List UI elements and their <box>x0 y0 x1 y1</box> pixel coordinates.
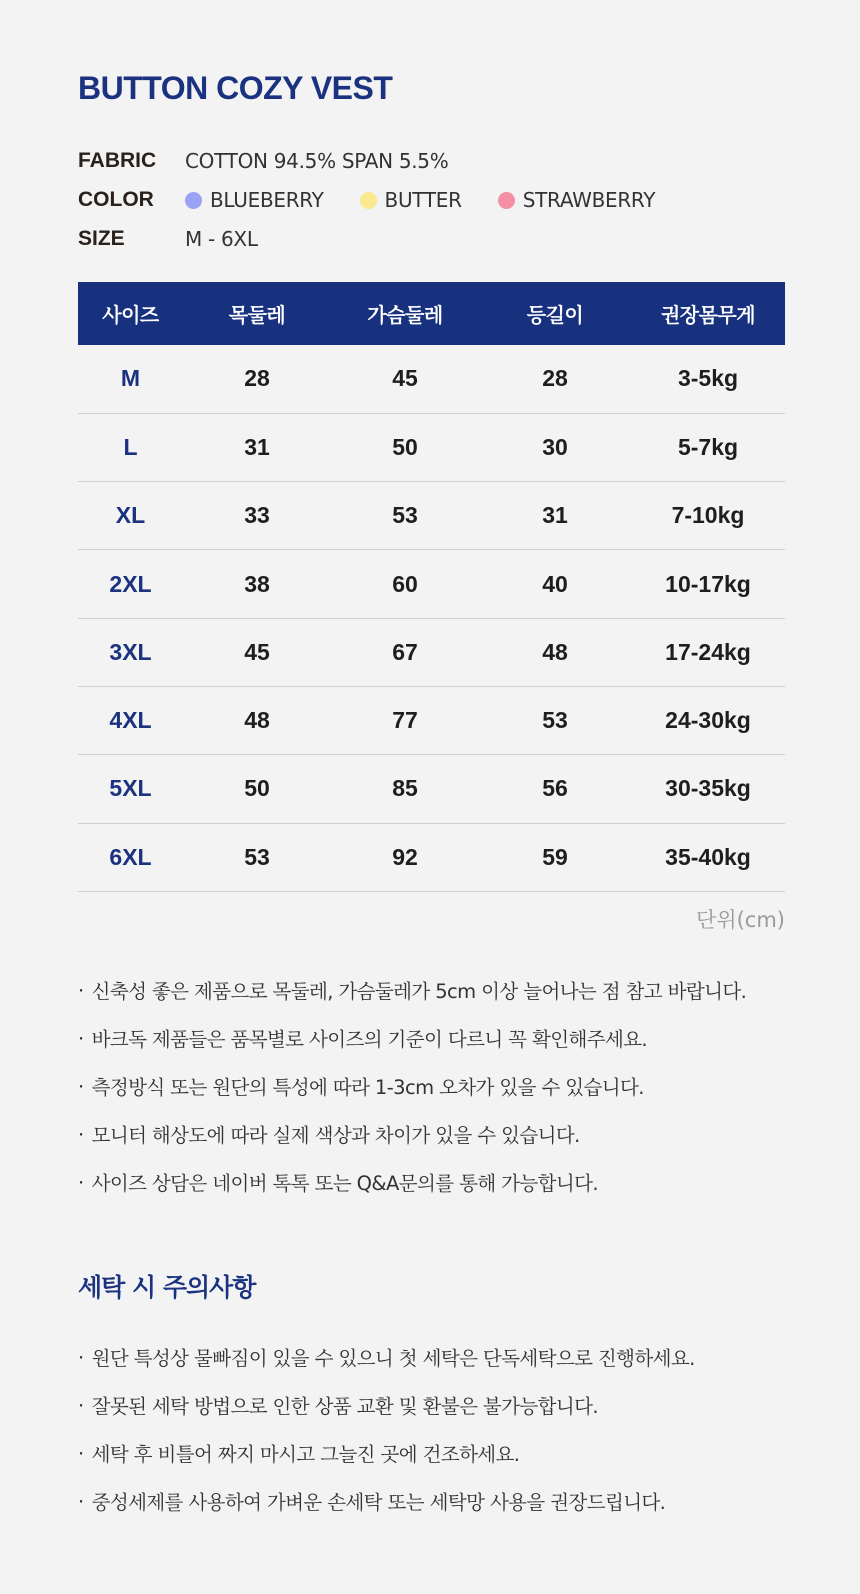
list-item <box>78 1477 695 1525</box>
list-item <box>78 1014 746 1062</box>
weight-cell: 5-7kg <box>677 433 739 460</box>
bullet: · <box>78 1489 84 1513</box>
size-label: SIZE <box>78 227 125 250</box>
note-text: 잘못된 세탁 방법으로 인한 상품 교환 및 환불은 불가능합니다. <box>91 1395 598 1418</box>
product-title: BUTTON COZY VEST <box>78 70 393 106</box>
bullet: · <box>78 1026 84 1050</box>
bullet: · <box>78 978 84 1002</box>
washing-section-title: 세탁 시 주의사항 <box>78 1273 256 1302</box>
back-length-cell: 56 <box>542 775 568 802</box>
back-length-cell: 40 <box>542 570 568 597</box>
weight-cell: 24-30kg <box>665 707 751 734</box>
chest-cell: 45 <box>392 365 418 392</box>
color-option-butter <box>360 188 462 212</box>
list-item <box>78 1158 746 1206</box>
size-cell: 5XL <box>109 775 152 802</box>
neck-cell: 28 <box>244 365 270 392</box>
back-length-cell: 31 <box>542 502 568 529</box>
color-option-blueberry <box>185 188 324 212</box>
fabric-label: FABRIC <box>78 149 157 172</box>
table-row <box>78 686 785 754</box>
header-chest: 가슴둘레 <box>367 303 443 327</box>
neck-cell: 31 <box>244 433 270 460</box>
weight-cell: 35-40kg <box>665 843 751 870</box>
table-row <box>78 823 785 891</box>
size-row <box>78 225 258 253</box>
note-text: 바크독 제품들은 품목별로 사이즈의 기준이 다르니 꼭 확인해주세요. <box>91 1028 648 1051</box>
neck-cell: 48 <box>244 707 270 734</box>
neck-cell: 53 <box>244 843 270 870</box>
note-text: 측정방식 또는 원단의 특성에 따라 1-3cm 오차가 있을 수 있습니다. <box>91 1076 644 1099</box>
color-name: BUTTER <box>384 188 462 212</box>
neck-cell: 50 <box>244 775 270 802</box>
size-value: M - 6XL <box>185 227 258 251</box>
header-back-length: 등길이 <box>526 303 584 327</box>
bullet: · <box>78 1345 84 1369</box>
note-text: 모니터 해상도에 따라 실제 색상과 차이가 있을 수 있습니다. <box>91 1124 580 1147</box>
list-item <box>78 1429 695 1477</box>
back-length-cell: 48 <box>542 638 568 665</box>
header-neck: 목둘레 <box>228 303 286 327</box>
note-text: 사이즈 상담은 네이버 톡톡 또는 Q&A문의를 통해 가능합니다. <box>91 1172 598 1195</box>
bullet: · <box>78 1441 84 1465</box>
table-row <box>78 345 785 413</box>
list-item <box>78 1333 695 1381</box>
chest-cell: 77 <box>392 707 418 734</box>
note-text: 세탁 후 비틀어 짜지 마시고 그늘진 곳에 건조하세요. <box>91 1443 520 1466</box>
neck-cell: 38 <box>244 570 270 597</box>
list-item <box>78 1381 695 1429</box>
color-name: BLUEBERRY <box>210 188 324 212</box>
weight-cell: 30-35kg <box>665 775 751 802</box>
bullet: · <box>78 1122 84 1146</box>
chest-cell: 67 <box>392 638 418 665</box>
chest-cell: 60 <box>392 570 418 597</box>
size-cell: 3XL <box>109 638 152 665</box>
weight-cell: 7-10kg <box>671 502 745 529</box>
note-text: 중성세제를 사용하여 가벼운 손세탁 또는 세탁망 사용을 권장드립니다. <box>91 1491 666 1514</box>
color-name: STRAWBERRY <box>522 188 656 212</box>
size-chart-table <box>78 282 785 892</box>
size-cell: 6XL <box>109 843 152 870</box>
size-cell: M <box>120 365 141 392</box>
table-row <box>78 482 785 550</box>
list-item <box>78 1062 746 1110</box>
table-row <box>78 413 785 481</box>
unit-label: 단위(cm) <box>696 908 785 932</box>
color-label: COLOR <box>78 188 154 211</box>
chest-cell: 53 <box>392 502 418 529</box>
note-text: 신축성 좋은 제품으로 목둘레, 가슴둘레가 5cm 이상 늘어나는 점 참고 바랍니다. <box>91 980 747 1003</box>
bullet: · <box>78 1393 84 1417</box>
weight-cell: 10-17kg <box>665 570 751 597</box>
size-notes-list <box>78 966 746 1206</box>
chest-cell: 85 <box>392 775 418 802</box>
fabric-value: COTTON 94.5% SPAN 5.5% <box>185 149 449 173</box>
color-row <box>78 186 691 214</box>
size-cell: XL <box>115 502 146 529</box>
back-length-cell: 30 <box>542 433 568 460</box>
header-size: 사이즈 <box>102 303 159 327</box>
size-cell: 4XL <box>109 707 152 734</box>
header-weight: 권장몸무게 <box>660 303 756 327</box>
back-length-cell: 28 <box>542 365 568 392</box>
neck-cell: 45 <box>244 638 270 665</box>
table-row <box>78 618 785 686</box>
weight-cell: 17-24kg <box>665 638 751 665</box>
bullet: · <box>78 1074 84 1098</box>
chest-cell: 92 <box>392 843 418 870</box>
note-text: 원단 특성상 물빠짐이 있을 수 있으니 첫 세탁은 단독세탁으로 진행하세요. <box>91 1347 695 1370</box>
table-row <box>78 550 785 618</box>
back-length-cell: 59 <box>542 843 568 870</box>
color-option-strawberry <box>498 188 655 212</box>
list-item <box>78 966 746 1014</box>
table-row <box>78 755 785 823</box>
size-cell: L <box>123 433 138 460</box>
bullet: · <box>78 1170 84 1194</box>
chest-cell: 50 <box>392 433 418 460</box>
weight-cell: 3-5kg <box>677 365 739 392</box>
color-swatch-icon <box>498 192 515 209</box>
neck-cell: 33 <box>244 502 270 529</box>
back-length-cell: 53 <box>542 707 568 734</box>
list-item <box>78 1110 746 1158</box>
color-swatch-icon <box>360 192 377 209</box>
size-chart-header <box>78 282 785 345</box>
size-cell: 2XL <box>109 570 152 597</box>
color-swatch-icon <box>185 192 202 209</box>
fabric-row <box>78 147 448 175</box>
washing-notes-list <box>78 1333 695 1525</box>
